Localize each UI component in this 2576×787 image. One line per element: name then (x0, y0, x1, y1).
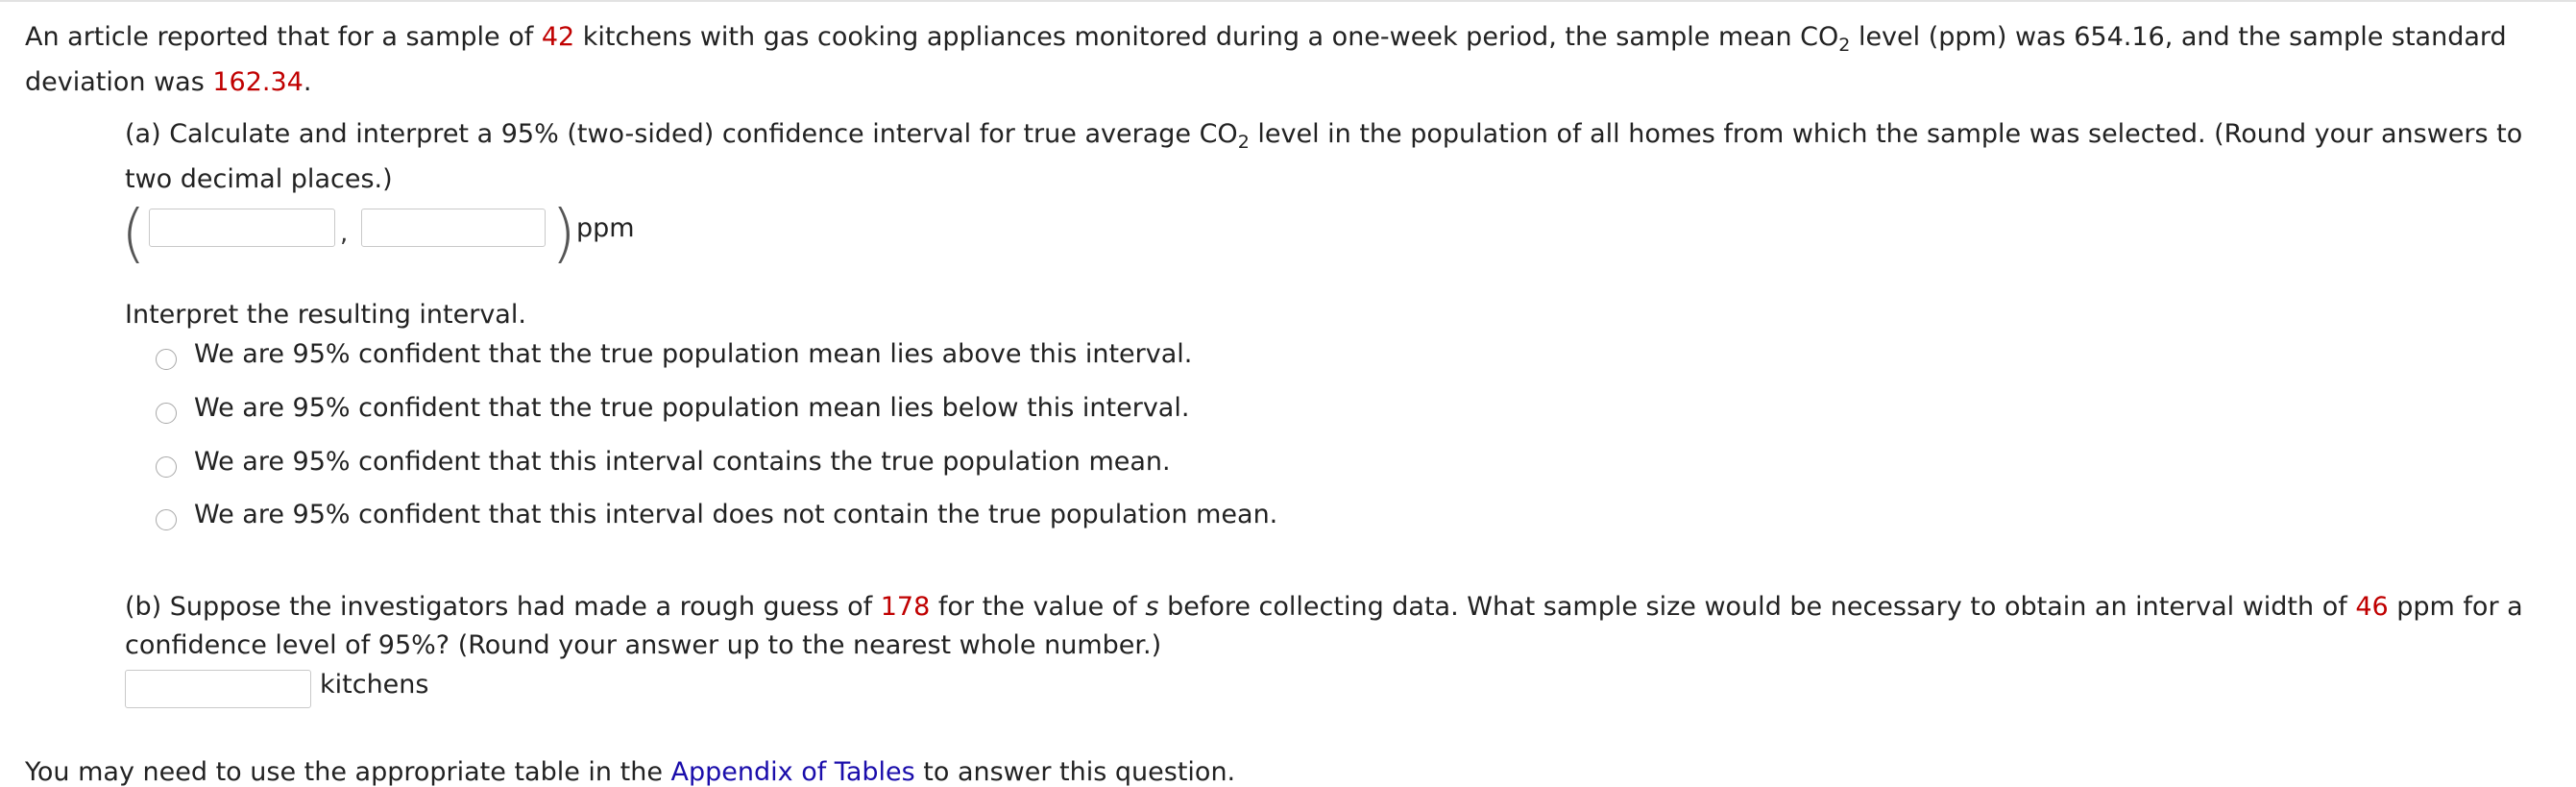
part-b-text: for the value of (930, 592, 1146, 622)
open-paren: ( (121, 196, 146, 270)
footer-note (25, 757, 1235, 787)
intro-text: . (303, 67, 312, 97)
sample-size-value: 42 (541, 22, 575, 52)
appendix-link[interactable]: Appendix of Tables (670, 757, 915, 787)
interpret-label: Interpret the resulting interval. (125, 300, 526, 330)
guess-value: 178 (880, 592, 931, 622)
option-label: We are 95% confident that this interval contains the true population mean. (194, 447, 1171, 477)
option-label: We are 95% confident that the true population mean lies above this interval. (194, 339, 1193, 369)
footer-text: You may need to use the appropriate table in the (25, 757, 671, 787)
ci-lower-input[interactable] (149, 209, 335, 247)
ci-upper-input[interactable] (361, 209, 546, 247)
part-a-question (125, 111, 2564, 202)
width-value: 46 (2355, 592, 2389, 622)
s-variable: s (1145, 592, 1159, 622)
std-dev-value: 162.34 (212, 67, 304, 97)
option-label: We are 95% confident that the true population mean lies below this interval. (194, 393, 1190, 423)
part-b-text: before collecting data. What sample size would be necessary to obtain an interval width of (1158, 592, 2356, 622)
top-divider (0, 0, 2576, 2)
radio-button[interactable] (156, 403, 177, 424)
ppm-unit-label: ppm (576, 213, 635, 243)
close-paren: ) (551, 196, 576, 270)
comma-separator: , (340, 219, 349, 248)
part-b-text: (b) Suppose the investigators had made a rough guess of (125, 592, 881, 622)
radio-button[interactable] (156, 456, 177, 478)
intro-text: An article reported that for a sample of (25, 22, 542, 52)
footer-text: to answer this question. (914, 757, 1236, 787)
problem-statement (25, 14, 2570, 105)
part-a-text: level in the population of all homes from which the sample was selected. (Round your answers to two decimal places.) (125, 119, 2523, 194)
sample-size-input[interactable] (125, 670, 311, 708)
intro-text: level (ppm) was 654.16, and the sample standard deviation was (25, 22, 2507, 97)
kitchens-unit-label: kitchens (320, 670, 429, 700)
subscript: 2 (1237, 132, 1250, 153)
part-b-question (125, 588, 2564, 665)
radio-button[interactable] (156, 349, 177, 370)
intro-text: kitchens with gas cooking appliances monitored during a one-week period, the sample mean CO (574, 22, 1839, 52)
subscript: 2 (1838, 35, 1851, 56)
option-label: We are 95% confident that this interval does not contain the true population mean. (194, 500, 1278, 529)
part-a-text: (a) Calculate and interpret a 95% (two-sided) confidence interval for true average CO (125, 119, 1238, 149)
part-b-text: ppm for a confidence level of 95%? (Round your answer up to the nearest whole number.) (125, 592, 2523, 660)
radio-button[interactable] (156, 509, 177, 530)
